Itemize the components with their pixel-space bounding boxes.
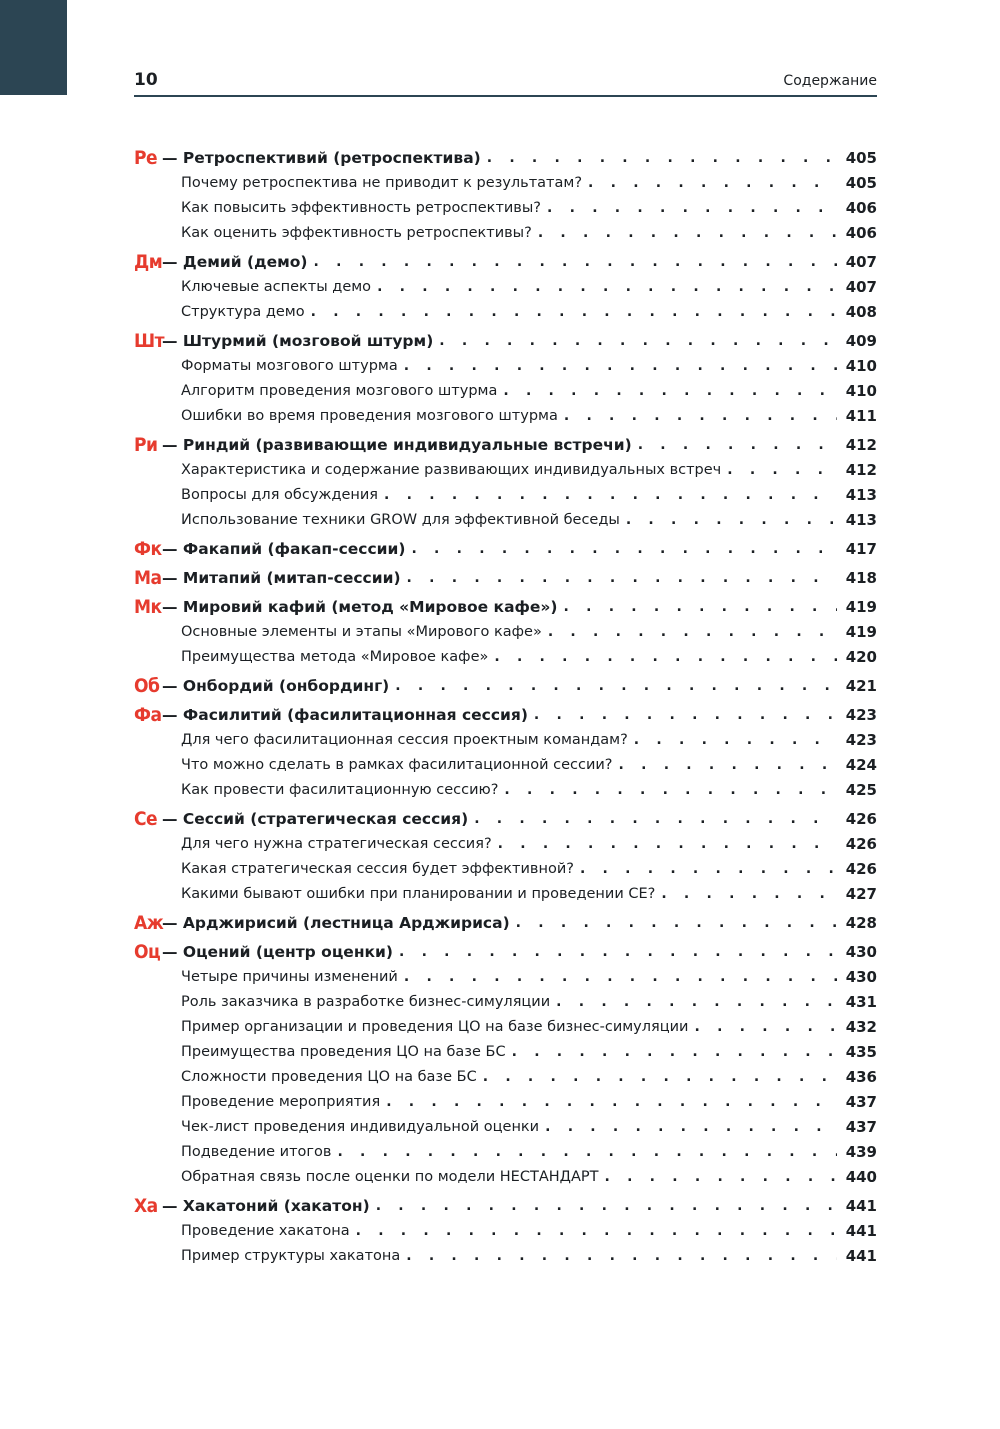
dot-leader bbox=[604, 1165, 837, 1190]
toc-subsection-entry[interactable] bbox=[134, 965, 877, 990]
dot-leader bbox=[547, 196, 837, 221]
subsection-page-number: 413 bbox=[845, 486, 877, 504]
chapter-abbreviation: Ре bbox=[134, 147, 158, 169]
dot-leader bbox=[377, 275, 837, 300]
chapter-page-number: 417 bbox=[845, 540, 877, 558]
subsection-page-number: 419 bbox=[845, 623, 877, 641]
toc-chapter-entry[interactable] bbox=[134, 703, 877, 728]
toc-subsection-entry[interactable] bbox=[134, 990, 877, 1015]
subsection-title: Пример организации и проведения ЦО на базе бизнес-симуляции bbox=[181, 1019, 689, 1035]
toc-subsection-entry[interactable] bbox=[134, 778, 877, 803]
toc-subsection-entry[interactable] bbox=[134, 1115, 877, 1140]
subsection-title: Для чего нужна стратегическая сессия? bbox=[181, 836, 492, 852]
toc-subsection-entry[interactable] bbox=[134, 404, 877, 429]
subsection-title: Ошибки во время проведения мозгового штурма bbox=[181, 408, 558, 424]
toc-subsection-entry[interactable] bbox=[134, 171, 877, 196]
subsection-title: Для чего фасилитационная сессия проектным командам? bbox=[181, 732, 628, 748]
chapter-page-number: 430 bbox=[845, 943, 877, 961]
dot-leader bbox=[638, 433, 837, 458]
chapter-abbreviation: Дм bbox=[134, 251, 163, 273]
subsection-page-number: 432 bbox=[845, 1018, 877, 1036]
subsection-title: Вопросы для обсуждения bbox=[181, 487, 379, 503]
subsection-title: Пример структуры хакатона bbox=[181, 1248, 401, 1264]
toc-subsection-entry[interactable] bbox=[134, 458, 877, 483]
toc-subsection-entry[interactable] bbox=[134, 1219, 877, 1244]
subsection-page-number: 426 bbox=[845, 860, 877, 878]
chapter-abbreviation: Мк bbox=[134, 596, 162, 618]
subsection-page-number: 424 bbox=[845, 756, 877, 774]
chapter-title: — Демий (демо) bbox=[162, 253, 308, 271]
dot-leader bbox=[337, 1140, 837, 1165]
chapter-abbreviation: Ри bbox=[134, 434, 158, 456]
chapter-title: — Онбордий (онбординг) bbox=[162, 677, 390, 695]
subsection-page-number: 441 bbox=[845, 1247, 877, 1265]
subsection-page-number: 410 bbox=[845, 357, 877, 375]
subsection-page-number: 413 bbox=[845, 511, 877, 529]
dot-leader bbox=[619, 753, 837, 778]
subsection-title: Сложности проведения ЦО на базе БС bbox=[181, 1069, 477, 1085]
toc-subsection-entry[interactable] bbox=[134, 645, 877, 670]
subsection-page-number: 440 bbox=[845, 1168, 877, 1186]
chapter-page-number: 419 bbox=[845, 598, 877, 616]
dot-leader bbox=[504, 778, 837, 803]
subsection-page-number: 430 bbox=[845, 968, 877, 986]
subsection-title: Использование техники GROW для эффективной беседы bbox=[181, 512, 620, 528]
chapter-abbreviation: Оц bbox=[134, 941, 161, 963]
chapter-abbreviation: Шт bbox=[134, 330, 165, 352]
dot-leader bbox=[727, 458, 837, 483]
dot-leader bbox=[534, 703, 837, 728]
subsection-title: Подведение итогов bbox=[181, 1144, 332, 1160]
toc-chapter-entry[interactable] bbox=[134, 566, 877, 591]
dot-leader bbox=[404, 965, 837, 990]
dot-leader bbox=[399, 940, 837, 965]
subsection-page-number: 425 bbox=[845, 781, 877, 799]
subsection-title: Как провести фасилитационную сессию? bbox=[181, 782, 499, 798]
subsection-title: Обратная связь после оценки по модели НЕСТАНДАРТ bbox=[181, 1169, 599, 1185]
toc-chapter-entry[interactable] bbox=[134, 1194, 877, 1219]
chapter-abbreviation: Аж bbox=[134, 912, 164, 934]
dot-leader bbox=[661, 882, 837, 907]
dot-leader bbox=[548, 620, 837, 645]
toc-chapter-entry[interactable] bbox=[134, 250, 877, 275]
toc-chapter-entry[interactable] bbox=[134, 146, 877, 171]
subsection-title: Почему ретроспектива не приводит к результатам? bbox=[181, 175, 583, 191]
subsection-title: Основные элементы и этапы «Мирового кафе» bbox=[181, 624, 542, 640]
dot-leader bbox=[564, 404, 837, 429]
toc-chapter-entry[interactable] bbox=[134, 329, 877, 354]
dot-leader bbox=[311, 300, 837, 325]
subsection-title: Форматы мозгового штурма bbox=[181, 358, 398, 374]
chapter-title: — Ретроспективий (ретроспектива) bbox=[162, 149, 481, 167]
chapter-page-number: 441 bbox=[845, 1197, 877, 1215]
toc-subsection-entry[interactable] bbox=[134, 196, 877, 221]
subsection-title: Алгоритм проведения мозгового штурма bbox=[181, 383, 498, 399]
chapter-abbreviation: Ха bbox=[134, 1195, 158, 1217]
toc-subsection-entry[interactable] bbox=[134, 753, 877, 778]
chapter-page-number: 405 bbox=[845, 149, 877, 167]
toc-subsection-entry[interactable] bbox=[134, 1244, 877, 1269]
subsection-page-number: 406 bbox=[845, 199, 877, 217]
chapter-page-number: 426 bbox=[845, 810, 877, 828]
dot-leader bbox=[556, 990, 837, 1015]
toc-subsection-entry[interactable] bbox=[134, 221, 877, 246]
toc-chapter-entry[interactable] bbox=[134, 911, 877, 936]
chapter-title: — Оцений (центр оценки) bbox=[162, 943, 393, 961]
subsection-title: Какая стратегическая сессия будет эффективной? bbox=[181, 861, 574, 877]
toc-chapter-entry[interactable] bbox=[134, 807, 877, 832]
toc-subsection-entry[interactable] bbox=[134, 1140, 877, 1165]
dot-leader bbox=[314, 250, 837, 275]
toc-chapter-entry[interactable] bbox=[134, 537, 877, 562]
dot-leader bbox=[634, 728, 837, 753]
subsection-page-number: 436 bbox=[845, 1068, 877, 1086]
subsection-page-number: 437 bbox=[845, 1093, 877, 1111]
subsection-page-number: 405 bbox=[845, 174, 877, 192]
subsection-title: Проведение хакатона bbox=[181, 1223, 350, 1239]
section-title: Содержание bbox=[783, 73, 877, 89]
dot-leader bbox=[588, 171, 837, 196]
toc-subsection-entry[interactable] bbox=[134, 300, 877, 325]
chapter-page-number: 423 bbox=[845, 706, 877, 724]
chapter-abbreviation: Об bbox=[134, 675, 160, 697]
dot-leader bbox=[411, 537, 837, 562]
subsection-title: Структура демо bbox=[181, 304, 305, 320]
chapter-page-number: 407 bbox=[845, 253, 877, 271]
toc-subsection-entry[interactable] bbox=[134, 483, 877, 508]
subsection-title: Роль заказчика в разработке бизнес-симуляции bbox=[181, 994, 551, 1010]
toc-subsection-entry[interactable] bbox=[134, 620, 877, 645]
subsection-page-number: 406 bbox=[845, 224, 877, 242]
chapter-page-number: 418 bbox=[845, 569, 877, 587]
subsection-page-number: 437 bbox=[845, 1118, 877, 1136]
chapter-page-number: 412 bbox=[845, 436, 877, 454]
chapter-title: — Митапий (митап-сессии) bbox=[162, 569, 401, 587]
dot-leader bbox=[694, 1015, 837, 1040]
subsection-title: Что можно сделать в рамках фасилитационной сессии? bbox=[181, 757, 613, 773]
dot-leader bbox=[483, 1065, 837, 1090]
chapter-abbreviation: Фк bbox=[134, 538, 162, 560]
dot-leader bbox=[395, 674, 837, 699]
subsection-page-number: 408 bbox=[845, 303, 877, 321]
chapter-abbreviation: Се bbox=[134, 808, 158, 830]
dot-leader bbox=[538, 221, 837, 246]
subsection-title: Какими бывают ошибки при планировании и проведении СЕ? bbox=[181, 886, 656, 902]
toc-subsection-entry[interactable] bbox=[134, 275, 877, 300]
chapter-title: — Арджирисий (лестница Арджириса) bbox=[162, 914, 510, 932]
dot-leader bbox=[404, 354, 837, 379]
toc-chapter-entry[interactable] bbox=[134, 674, 877, 699]
toc-subsection-entry[interactable] bbox=[134, 857, 877, 882]
subsection-page-number: 439 bbox=[845, 1143, 877, 1161]
dot-leader bbox=[386, 1090, 837, 1115]
chapter-title: — Фасилитий (фасилитационная сессия) bbox=[162, 706, 528, 724]
dot-leader bbox=[474, 807, 837, 832]
toc-subsection-entry[interactable] bbox=[134, 1090, 877, 1115]
toc-subsection-entry[interactable] bbox=[134, 728, 877, 753]
chapter-title: — Штурмий (мозговой штурм) bbox=[162, 332, 434, 350]
chapter-title: — Факапий (факап-сессии) bbox=[162, 540, 406, 558]
chapter-title: — Хакатоний (хакатон) bbox=[162, 1197, 370, 1215]
toc-subsection-entry[interactable] bbox=[134, 379, 877, 404]
dot-leader bbox=[503, 379, 837, 404]
subsection-page-number: 426 bbox=[845, 835, 877, 853]
chapter-abbreviation: Ма bbox=[134, 567, 162, 589]
subsection-title: Четыре причины изменений bbox=[181, 969, 398, 985]
page-header bbox=[134, 66, 877, 97]
chapter-title: — Мировий кафий (метод «Мировое кафе») bbox=[162, 598, 558, 616]
dot-leader bbox=[516, 911, 837, 936]
subsection-title: Преимущества метода «Мировое кафе» bbox=[181, 649, 489, 665]
dot-leader bbox=[407, 566, 837, 591]
subsection-page-number: 412 bbox=[845, 461, 877, 479]
subsection-title: Ключевые аспекты демо bbox=[181, 279, 372, 295]
table-of-contents bbox=[134, 146, 877, 1269]
corner-color-block bbox=[0, 0, 67, 95]
toc-subsection-entry[interactable] bbox=[134, 354, 877, 379]
subsection-page-number: 423 bbox=[845, 731, 877, 749]
subsection-title: Преимущества проведения ЦО на базе БС bbox=[181, 1044, 506, 1060]
chapter-title: — Сессий (стратегическая сессия) bbox=[162, 810, 469, 828]
toc-chapter-entry[interactable] bbox=[134, 940, 877, 965]
chapter-page-number: 409 bbox=[845, 332, 877, 350]
dot-leader bbox=[498, 832, 837, 857]
dot-leader bbox=[384, 483, 837, 508]
subsection-page-number: 420 bbox=[845, 648, 877, 666]
toc-chapter-entry[interactable] bbox=[134, 595, 877, 620]
subsection-title: Характеристика и содержание развивающих индивидуальных встреч bbox=[181, 462, 722, 478]
dot-leader bbox=[356, 1219, 837, 1244]
dot-leader bbox=[545, 1115, 837, 1140]
dot-leader bbox=[494, 645, 837, 670]
dot-leader bbox=[439, 329, 837, 354]
toc-chapter-entry[interactable] bbox=[134, 433, 877, 458]
subsection-title: Чек-лист проведения индивидуальной оценки bbox=[181, 1119, 540, 1135]
subsection-page-number: 435 bbox=[845, 1043, 877, 1061]
subsection-page-number: 441 bbox=[845, 1222, 877, 1240]
chapter-page-number: 428 bbox=[845, 914, 877, 932]
dot-leader bbox=[376, 1194, 837, 1219]
subsection-page-number: 427 bbox=[845, 885, 877, 903]
chapter-page-number: 421 bbox=[845, 677, 877, 695]
subsection-title: Как оценить эффективность ретроспективы? bbox=[181, 225, 532, 241]
subsection-page-number: 407 bbox=[845, 278, 877, 296]
subsection-title: Проведение мероприятия bbox=[181, 1094, 381, 1110]
page-number: 10 bbox=[134, 70, 158, 90]
toc-subsection-entry[interactable] bbox=[134, 508, 877, 533]
toc-subsection-entry[interactable] bbox=[134, 1065, 877, 1090]
toc-subsection-entry[interactable] bbox=[134, 832, 877, 857]
toc-subsection-entry[interactable] bbox=[134, 1165, 877, 1190]
subsection-page-number: 411 bbox=[845, 407, 877, 425]
toc-subsection-entry[interactable] bbox=[134, 1040, 877, 1065]
toc-subsection-entry[interactable] bbox=[134, 882, 877, 907]
dot-leader bbox=[512, 1040, 837, 1065]
dot-leader bbox=[564, 595, 837, 620]
dot-leader bbox=[626, 508, 837, 533]
subsection-page-number: 431 bbox=[845, 993, 877, 1011]
dot-leader bbox=[580, 857, 837, 882]
toc-subsection-entry[interactable] bbox=[134, 1015, 877, 1040]
subsection-title: Как повысить эффективность ретроспективы? bbox=[181, 200, 542, 216]
dot-leader bbox=[406, 1244, 837, 1269]
chapter-title: — Риндий (развивающие индивидуальные встречи) bbox=[162, 436, 632, 454]
subsection-page-number: 410 bbox=[845, 382, 877, 400]
dot-leader bbox=[487, 146, 837, 171]
chapter-abbreviation: Фа bbox=[134, 704, 162, 726]
